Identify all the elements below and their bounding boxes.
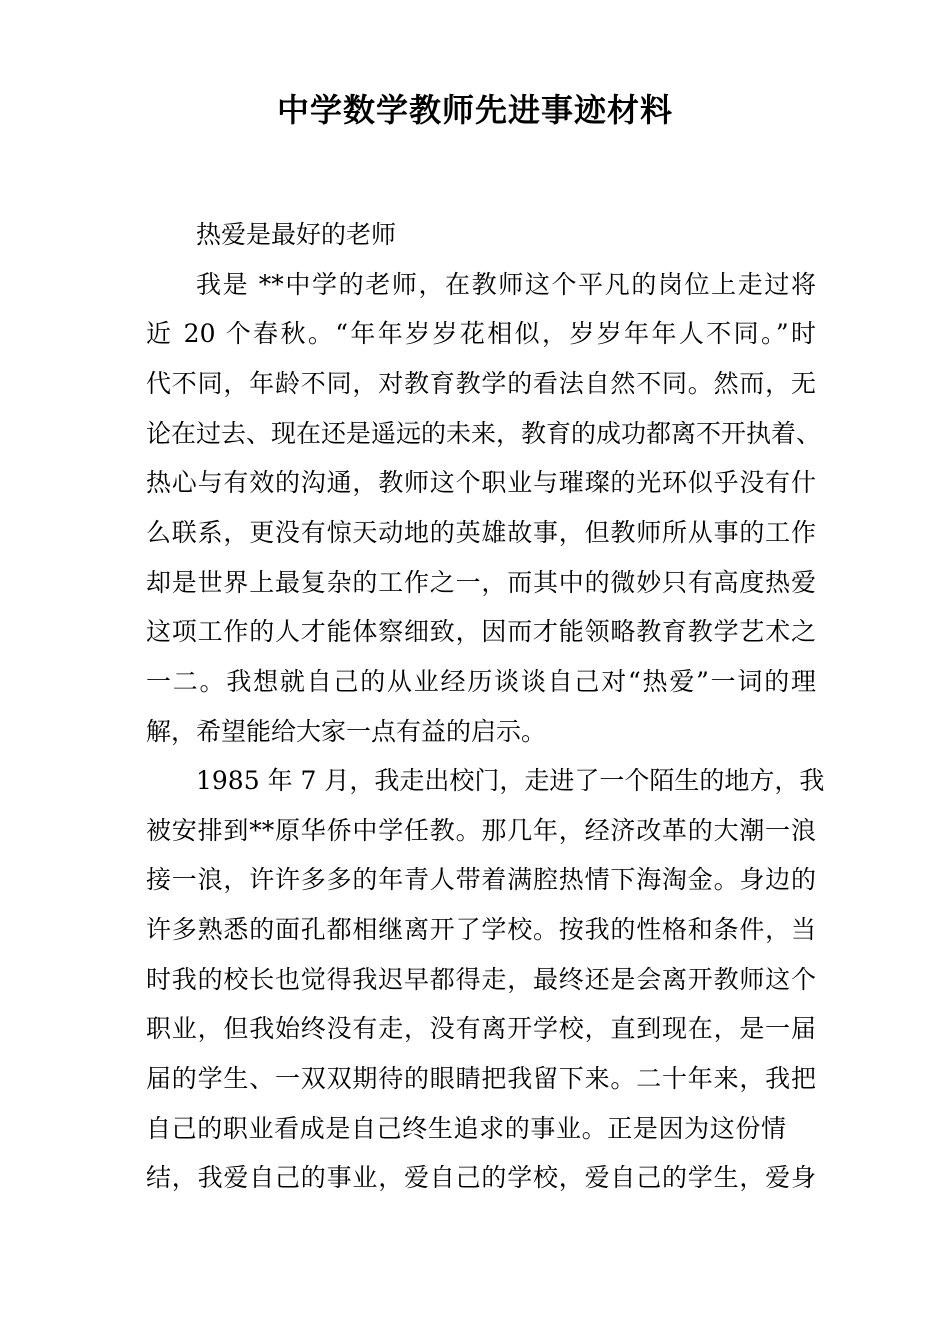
paragraph-line: 时我的校长也觉得我迟早都得走，最终还是会离开教师这个 [146, 965, 816, 994]
paragraph-line: 一二。我想就自己的从业经历谈谈自己对“热爱”一词的理 [146, 667, 816, 696]
paragraph-line: 论在过去、现在还是遥远的未来，教育的成功都离不开执着、 [146, 419, 822, 448]
paragraph-line: 却是世界上最复杂的工作之一，而其中的微妙只有高度热爱 [146, 568, 816, 597]
paragraph-line: 热心与有效的沟通，教师这个职业与璀璨的光环似乎没有什 [146, 468, 816, 497]
paragraph-line: 接一浪，许许多多的年青人带着满腔热情下海淘金。身边的 [146, 865, 816, 894]
paragraph-line: 这项工作的人才能体察细致，因而才能领略教育教学艺术之 [146, 617, 816, 646]
paragraph-line: 被安排到**原华侨中学任教。那几年，经济改革的大潮一浪 [146, 816, 816, 845]
paragraph-line: 许多熟悉的面孔都相继离开了学校。按我的性格和条件，当 [146, 915, 816, 944]
paragraph-line: 职业，但我始终没有走，没有离开学校，直到现在，是一届 [146, 1014, 816, 1043]
paragraph-line: 解，希望能给大家一点有益的启示。 [146, 717, 547, 746]
paragraph-line: 么联系，更没有惊天动地的英雄故事，但教师所从事的工作 [146, 518, 816, 547]
paragraph-line-subtitle: 热爱是最好的老师 [196, 220, 397, 249]
paragraph-line: 1985 年 7 月，我走出校门，走进了一个陌生的地方，我 [196, 766, 825, 795]
document-title: 中学数学教师先进事迹材料 [276, 91, 673, 129]
paragraph-line: 结，我爱自己的事业，爱自己的学校，爱自己的学生，爱身 [146, 1163, 816, 1192]
paragraph-line: 代不同，年龄不同，对教育教学的看法自然不同。然而，无 [146, 369, 816, 398]
paragraph-line: 自己的职业看成是自己终生追求的事业。正是因为这份情 [146, 1114, 786, 1143]
paragraph-line: 届的学生、一双双期待的眼睛把我留下来。二十年来，我把 [146, 1064, 816, 1093]
paragraph-line: 近 20 个春秋。“年年岁岁花相似，岁岁年年人不同。”时 [146, 319, 816, 348]
paragraph-line: 我是 **中学的老师，在教师这个平凡的岗位上走过将 [196, 270, 816, 299]
